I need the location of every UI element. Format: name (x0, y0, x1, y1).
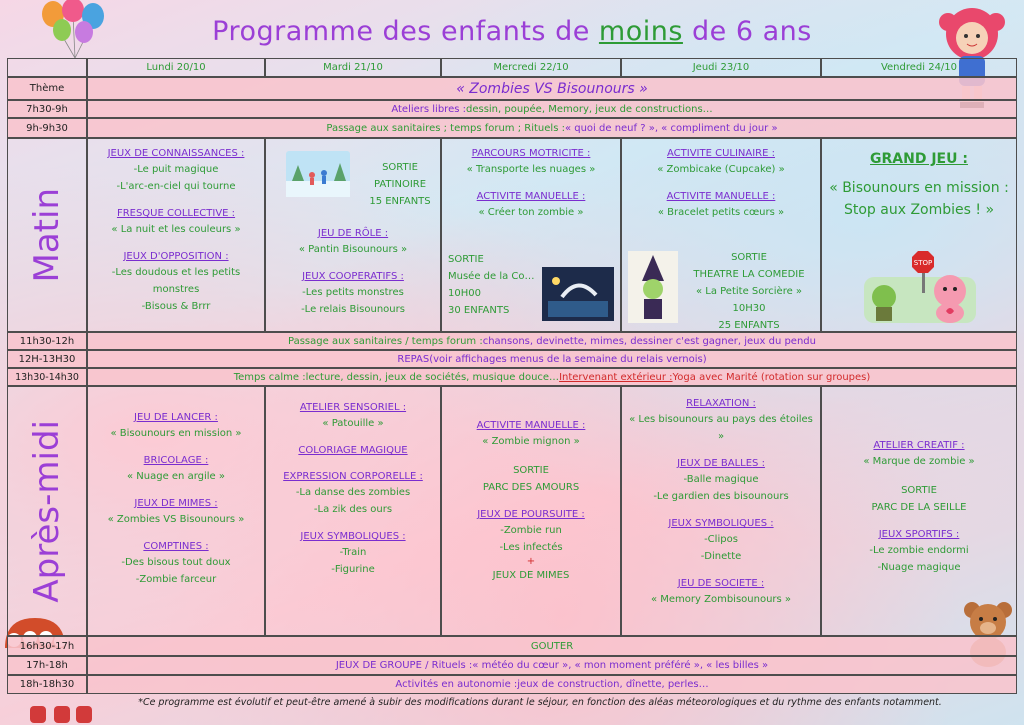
time-12h: 12H-13H30 (7, 350, 87, 368)
activity-item: -Des bisous tout doux (121, 557, 231, 568)
activity-item: « Zombies VS Bisounours » (107, 514, 245, 525)
outing-count: 30 ENFANTS (448, 305, 510, 316)
outing-place: PATINOIRE (373, 179, 427, 190)
activity-heading: RELAXATION : (686, 398, 756, 409)
matin-mercredi (441, 138, 621, 332)
activity-heading: JEUX SPORTIFS : (878, 529, 960, 540)
activity-heading: ACTIVITE MANUELLE : (476, 191, 586, 202)
apres-mardi (265, 386, 441, 636)
row-intervenant: Intervenant extérieur : (559, 371, 673, 383)
activity-item: « La nuit et les couleurs » (111, 224, 241, 235)
activity-heading: JEUX D'OPPOSITION : (123, 251, 229, 262)
matin-side (7, 138, 87, 332)
day-vendredi: Vendredi 24/10 (821, 58, 1017, 77)
time-18h: 18h-18h30 (7, 675, 87, 694)
activity-item: -La zik des ours (313, 504, 393, 515)
time-17h: 17h-18h (7, 656, 87, 675)
time-7h30: 7h30-9h (7, 100, 87, 118)
header-corner (7, 58, 87, 77)
row-text: chansons, devinette, mimes, dessiner c'est gagner, jeux du pendu (482, 335, 816, 347)
activity-item: -Les doudous et les petits monstres (111, 267, 241, 295)
matin-label: Matin (27, 187, 67, 283)
row-text: dessin, poupée, Memory, jeux de constructions… (465, 103, 713, 115)
outing-time: 10H30 (732, 303, 766, 314)
activity-heading: ATELIER SENSORIEL : (299, 402, 407, 413)
matin-lundi (87, 138, 265, 332)
activity-heading: ATELIER CREATIF : (873, 440, 965, 451)
witch-picture (628, 251, 678, 323)
row-text: « quoi de neuf ? », « compliment du jour » (564, 122, 778, 134)
activity-item: « Bracelet petits cœurs » (657, 207, 785, 218)
activity-heading: COMPTINES : (143, 541, 209, 552)
activity-heading: JEUX DE CONNAISSANCES : (107, 148, 245, 159)
activity-heading: JEUX COOPERATIFS : (302, 271, 404, 282)
row-sanitaires-midi (87, 332, 1017, 350)
theme-label: Thème (7, 77, 87, 100)
apres-midi-side (7, 386, 87, 636)
apres-midi-label: Après-midi (27, 419, 67, 603)
row-autonomie (87, 675, 1017, 694)
grand-jeu-title: « Bisounours en mission : Stop aux Zombies ! » (829, 180, 1009, 218)
row-sanitaires-matin (87, 118, 1017, 138)
row-yoga: Yoga avec Marité (rotation sur groupes) (672, 371, 871, 383)
activity-item: « Créer ton zombie » (478, 207, 584, 218)
time-16h30: 16h30-17h (7, 636, 87, 656)
day-mardi: Mardi 21/10 (265, 58, 441, 77)
outing-count: 25 ENFANTS (718, 320, 780, 331)
activity-heading: ACTIVITE CULINAIRE : (666, 148, 775, 159)
time-13h30: 13h30-14h30 (7, 368, 87, 386)
row-gouter: GOUTER (87, 636, 1017, 656)
row-text: jeux de construction, dînette, perles… (517, 679, 709, 690)
activity-item: -Dinette (700, 551, 742, 562)
outing-place: Musée de la Co… (448, 271, 535, 282)
activity-item: -Clipos (704, 534, 738, 545)
activity-item: « Zombicake (Cupcake) » (657, 164, 785, 175)
row-label: JEUX DE GROUPE / Rituels : (335, 660, 473, 671)
outing-count: 15 ENFANTS (369, 196, 431, 207)
outing-time: 10H00 (448, 288, 481, 299)
shoes-icon (28, 700, 98, 725)
title-text: Programme des enfants de (212, 16, 599, 47)
activity-item: -Le zombie endormi (869, 545, 969, 556)
activity-item: -Bisous & Brrr (141, 301, 211, 312)
row-label: REPAS (397, 353, 430, 365)
row-label: Passage aux sanitaires / temps forum : (288, 335, 483, 347)
schedule-grid (7, 58, 1017, 694)
activity-heading: JEUX DE MIMES : (134, 498, 218, 509)
activity-item: JEUX DE MIMES (492, 570, 570, 581)
plus-sign: + (526, 556, 536, 567)
activity-heading: JEUX SYMBOLIQUES : (668, 518, 774, 529)
row-label: Ateliers libres : (391, 103, 466, 115)
row-ateliers-libres (87, 100, 1017, 118)
activity-item: « Marque de zombie » (863, 456, 975, 467)
activity-heading: FRESQUE COLLECTIVE : (116, 208, 236, 219)
apres-jeudi (621, 386, 821, 636)
activity-heading: ACTIVITE MANUELLE : (476, 420, 586, 431)
outing-label: SORTIE (513, 465, 549, 476)
time-9h: 9h-9h30 (7, 118, 87, 138)
activity-item: -La danse des zombies (295, 487, 411, 498)
activity-item: -Zombie run (500, 525, 562, 536)
title-accent: moins (598, 16, 683, 47)
apres-lundi (87, 386, 265, 636)
activity-heading: JEU DE SOCIETE : (677, 578, 765, 589)
day-mercredi: Mercredi 22/10 (441, 58, 621, 77)
activity-item: « Memory Zombisounours » (650, 594, 792, 605)
outing-label: SORTIE (901, 485, 937, 496)
activity-heading: COLORIAGE MAGIQUE (298, 445, 408, 456)
activity-item: -Nuage magique (877, 562, 961, 573)
outing-place: THEATRE LA COMEDIE (693, 269, 805, 280)
stop-zombies-picture (862, 247, 978, 323)
matin-jeudi (621, 138, 821, 332)
activity-item: -Le gardien des bisounours (653, 491, 789, 502)
row-text: « météo du cœur », « mon moment préféré », « les billes » (472, 660, 769, 671)
matin-mardi (265, 138, 441, 332)
outing-label: SORTIE (731, 252, 767, 263)
apres-vendredi (821, 386, 1017, 636)
activity-item: « Les bisounours au pays des étoiles » (629, 414, 813, 442)
balloons-icon (38, 0, 113, 58)
apres-mercredi (441, 386, 621, 636)
footer-note: *Ce programme est évolutif et peut-être amené à subir des modifications durant le séjour, en fonction des aléas méteorologiques et du rythme des enfants notamment. (138, 697, 942, 708)
museum-picture (542, 267, 614, 321)
activity-heading: JEUX DE BALLES : (677, 458, 765, 469)
outing-show: « La Petite Sorcière » (695, 286, 803, 297)
activity-item: -Les petits monstres (302, 287, 404, 298)
activity-item: « Transporte les nuages » (466, 164, 596, 175)
row-label: Passage aux sanitaires ; temps forum ; Rituels : (326, 122, 565, 134)
activity-heading: JEUX SYMBOLIQUES : (300, 531, 406, 542)
day-lundi: Lundi 20/10 (87, 58, 265, 77)
outing-place: PARC DES AMOURS (482, 482, 580, 493)
row-jeux-de-groupe (87, 656, 1017, 675)
outing-label: SORTIE (382, 162, 418, 173)
day-jeudi: Jeudi 23/10 (621, 58, 821, 77)
activity-item: -L'arc-en-ciel qui tourne (116, 181, 236, 192)
row-temps-calme (87, 368, 1017, 386)
activity-item: -Le puit magique (133, 164, 219, 175)
activity-heading: ACTIVITE MANUELLE : (666, 191, 776, 202)
theme-value: « Zombies VS Bisounours » (87, 77, 1017, 100)
row-label: Activités en autonomie : (395, 679, 518, 690)
activity-item: -Balle magique (683, 474, 759, 485)
matin-vendredi (821, 138, 1017, 332)
activity-item: « Zombie mignon » (482, 436, 580, 447)
activity-heading: EXPRESSION CORPORELLE : (283, 471, 423, 482)
row-text: (voir affichages menus de la semaine du relais vernois) (429, 353, 707, 365)
ice-rink-picture (286, 151, 350, 197)
activity-item: -Figurine (331, 564, 375, 575)
row-text: lecture, dessin, jeux de sociétés, musique douce… (305, 371, 560, 383)
activity-item: « Patouille » (322, 418, 384, 429)
activity-item: -Zombie farceur (135, 574, 217, 585)
activity-item: « Pantin Bisounours » (298, 244, 408, 255)
row-label: Temps calme : (233, 371, 306, 383)
activity-item: -Le relais Bisounours (301, 304, 405, 315)
grand-jeu-heading: GRAND JEU : (870, 151, 968, 167)
outing-place: PARC DE LA SEILLE (871, 502, 967, 513)
activity-heading: JEUX DE POURSUITE : (477, 509, 585, 520)
activity-item: -Train (339, 547, 367, 558)
activity-heading: BRICOLAGE : (143, 455, 209, 466)
time-11h30: 11h30-12h (7, 332, 87, 350)
outing-label: SORTIE (448, 254, 484, 265)
row-repas (87, 350, 1017, 368)
page-title (0, 16, 1024, 47)
activity-heading: PARCOURS MOTRICITE : (471, 148, 591, 159)
activity-heading: JEU DE LANCER : (134, 412, 218, 423)
activity-item: « Bisounours en mission » (110, 428, 242, 439)
activity-heading: JEU DE RÔLE : (317, 228, 389, 239)
title-text-end: de 6 ans (682, 16, 812, 47)
activity-item: « Nuage en argile » (126, 471, 225, 482)
activity-item: -Les infectés (499, 542, 563, 553)
stop-sign-text: STOP (913, 259, 933, 267)
